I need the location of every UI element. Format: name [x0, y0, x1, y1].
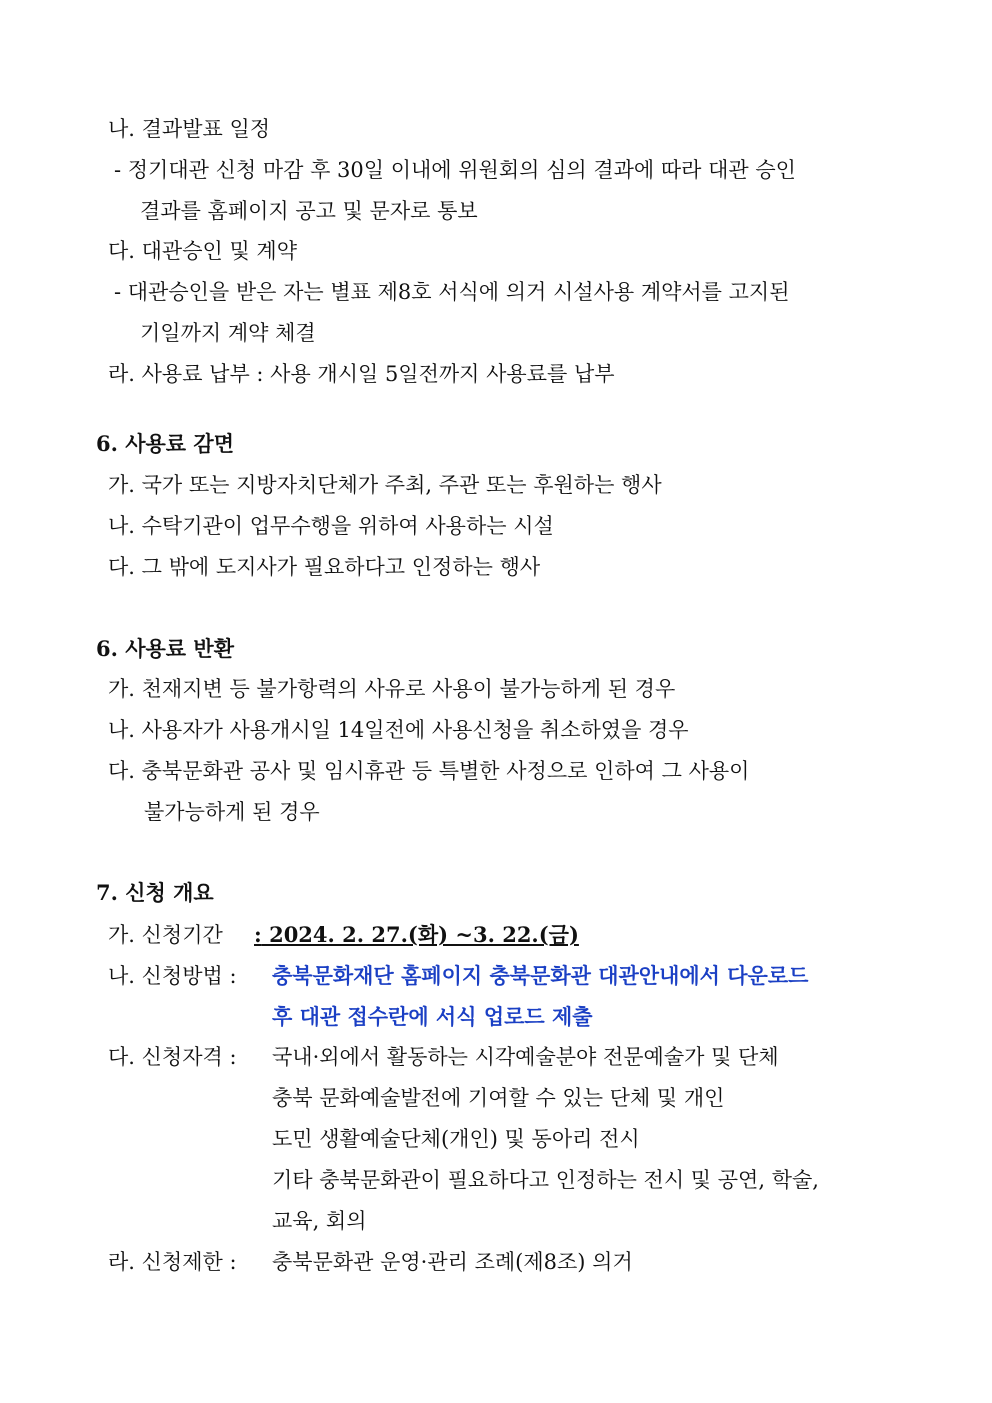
eligibility-line-5: 교육, 회의	[272, 1209, 367, 1233]
refund-item-3-line-2: 불가능하게 된 경우	[144, 800, 320, 824]
application-period-value: : 2024. 2. 27.(화) ~3. 22.(금)	[254, 922, 579, 947]
application-method-line-1: 충북문화재단 홈페이지 충북문화관 대관안내에서 다운로드	[272, 963, 809, 988]
reduction-item-3: 다. 그 밖에 도지사가 필요하다고 인정하는 행사	[108, 555, 541, 579]
subheading-approval-contract: 다. 대관승인 및 계약	[108, 239, 297, 263]
approval-detail-2: 기일까지 계약 체결	[140, 321, 316, 345]
reduction-item-2: 나. 수탁기관이 업무수행을 위하여 사용하는 시설	[108, 514, 554, 538]
application-period-label: 가. 신청기간	[108, 923, 223, 947]
result-schedule-detail-1: - 정기대관 신청 마감 후 30일 이내에 위원회의 심의 결과에 따라 대관 승인	[114, 158, 796, 182]
restriction-label: 라. 신청제한 :	[108, 1250, 237, 1274]
approval-detail-1: - 대관승인을 받은 자는 별표 제8호 서식에 의거 시설사용 계약서를 고지된	[114, 280, 790, 304]
refund-item-1: 가. 천재지변 등 불가항력의 사유로 사용이 불가능하게 된 경우	[108, 677, 676, 701]
reduction-item-1: 가. 국가 또는 지방자치단체가 주최, 주관 또는 후원하는 행사	[108, 473, 662, 497]
eligibility-line-4: 기타 충북문화관이 필요하다고 인정하는 전시 및 공연, 학술,	[272, 1168, 819, 1192]
refund-item-3-line-1: 다. 충북문화관 공사 및 임시휴관 등 특별한 사정으로 인하여 그 사용이	[108, 759, 750, 783]
section-title-fee-reduction: 6. 사용료 감면	[96, 431, 234, 456]
eligibility-label: 다. 신청자격 :	[108, 1045, 237, 1069]
restriction-value: 충북문화관 운영·관리 조례(제8조) 의거	[272, 1250, 633, 1274]
application-method-label: 나. 신청방법 :	[108, 964, 237, 988]
section-title-application: 7. 신청 개요	[96, 880, 214, 905]
section-title-fee-refund: 6. 사용료 반환	[96, 636, 234, 661]
subheading-result-schedule: 나. 결과발표 일정	[108, 117, 271, 141]
refund-item-2: 나. 사용자가 사용개시일 14일전에 사용신청을 취소하였을 경우	[108, 718, 689, 742]
eligibility-line-1: 국내·외에서 활동하는 시각예술분야 전문예술가 및 단체	[272, 1045, 779, 1069]
application-method-line-2: 후 대관 접수란에 서식 업로드 제출	[272, 1004, 593, 1029]
fee-payment: 라. 사용료 납부 : 사용 개시일 5일전까지 사용료를 납부	[108, 362, 615, 386]
result-schedule-detail-2: 결과를 홈페이지 공고 및 문자로 통보	[140, 199, 478, 223]
eligibility-line-3: 도민 생활예술단체(개인) 및 동아리 전시	[272, 1127, 640, 1151]
eligibility-line-2: 충북 문화예술발전에 기여할 수 있는 단체 및 개인	[272, 1086, 725, 1110]
